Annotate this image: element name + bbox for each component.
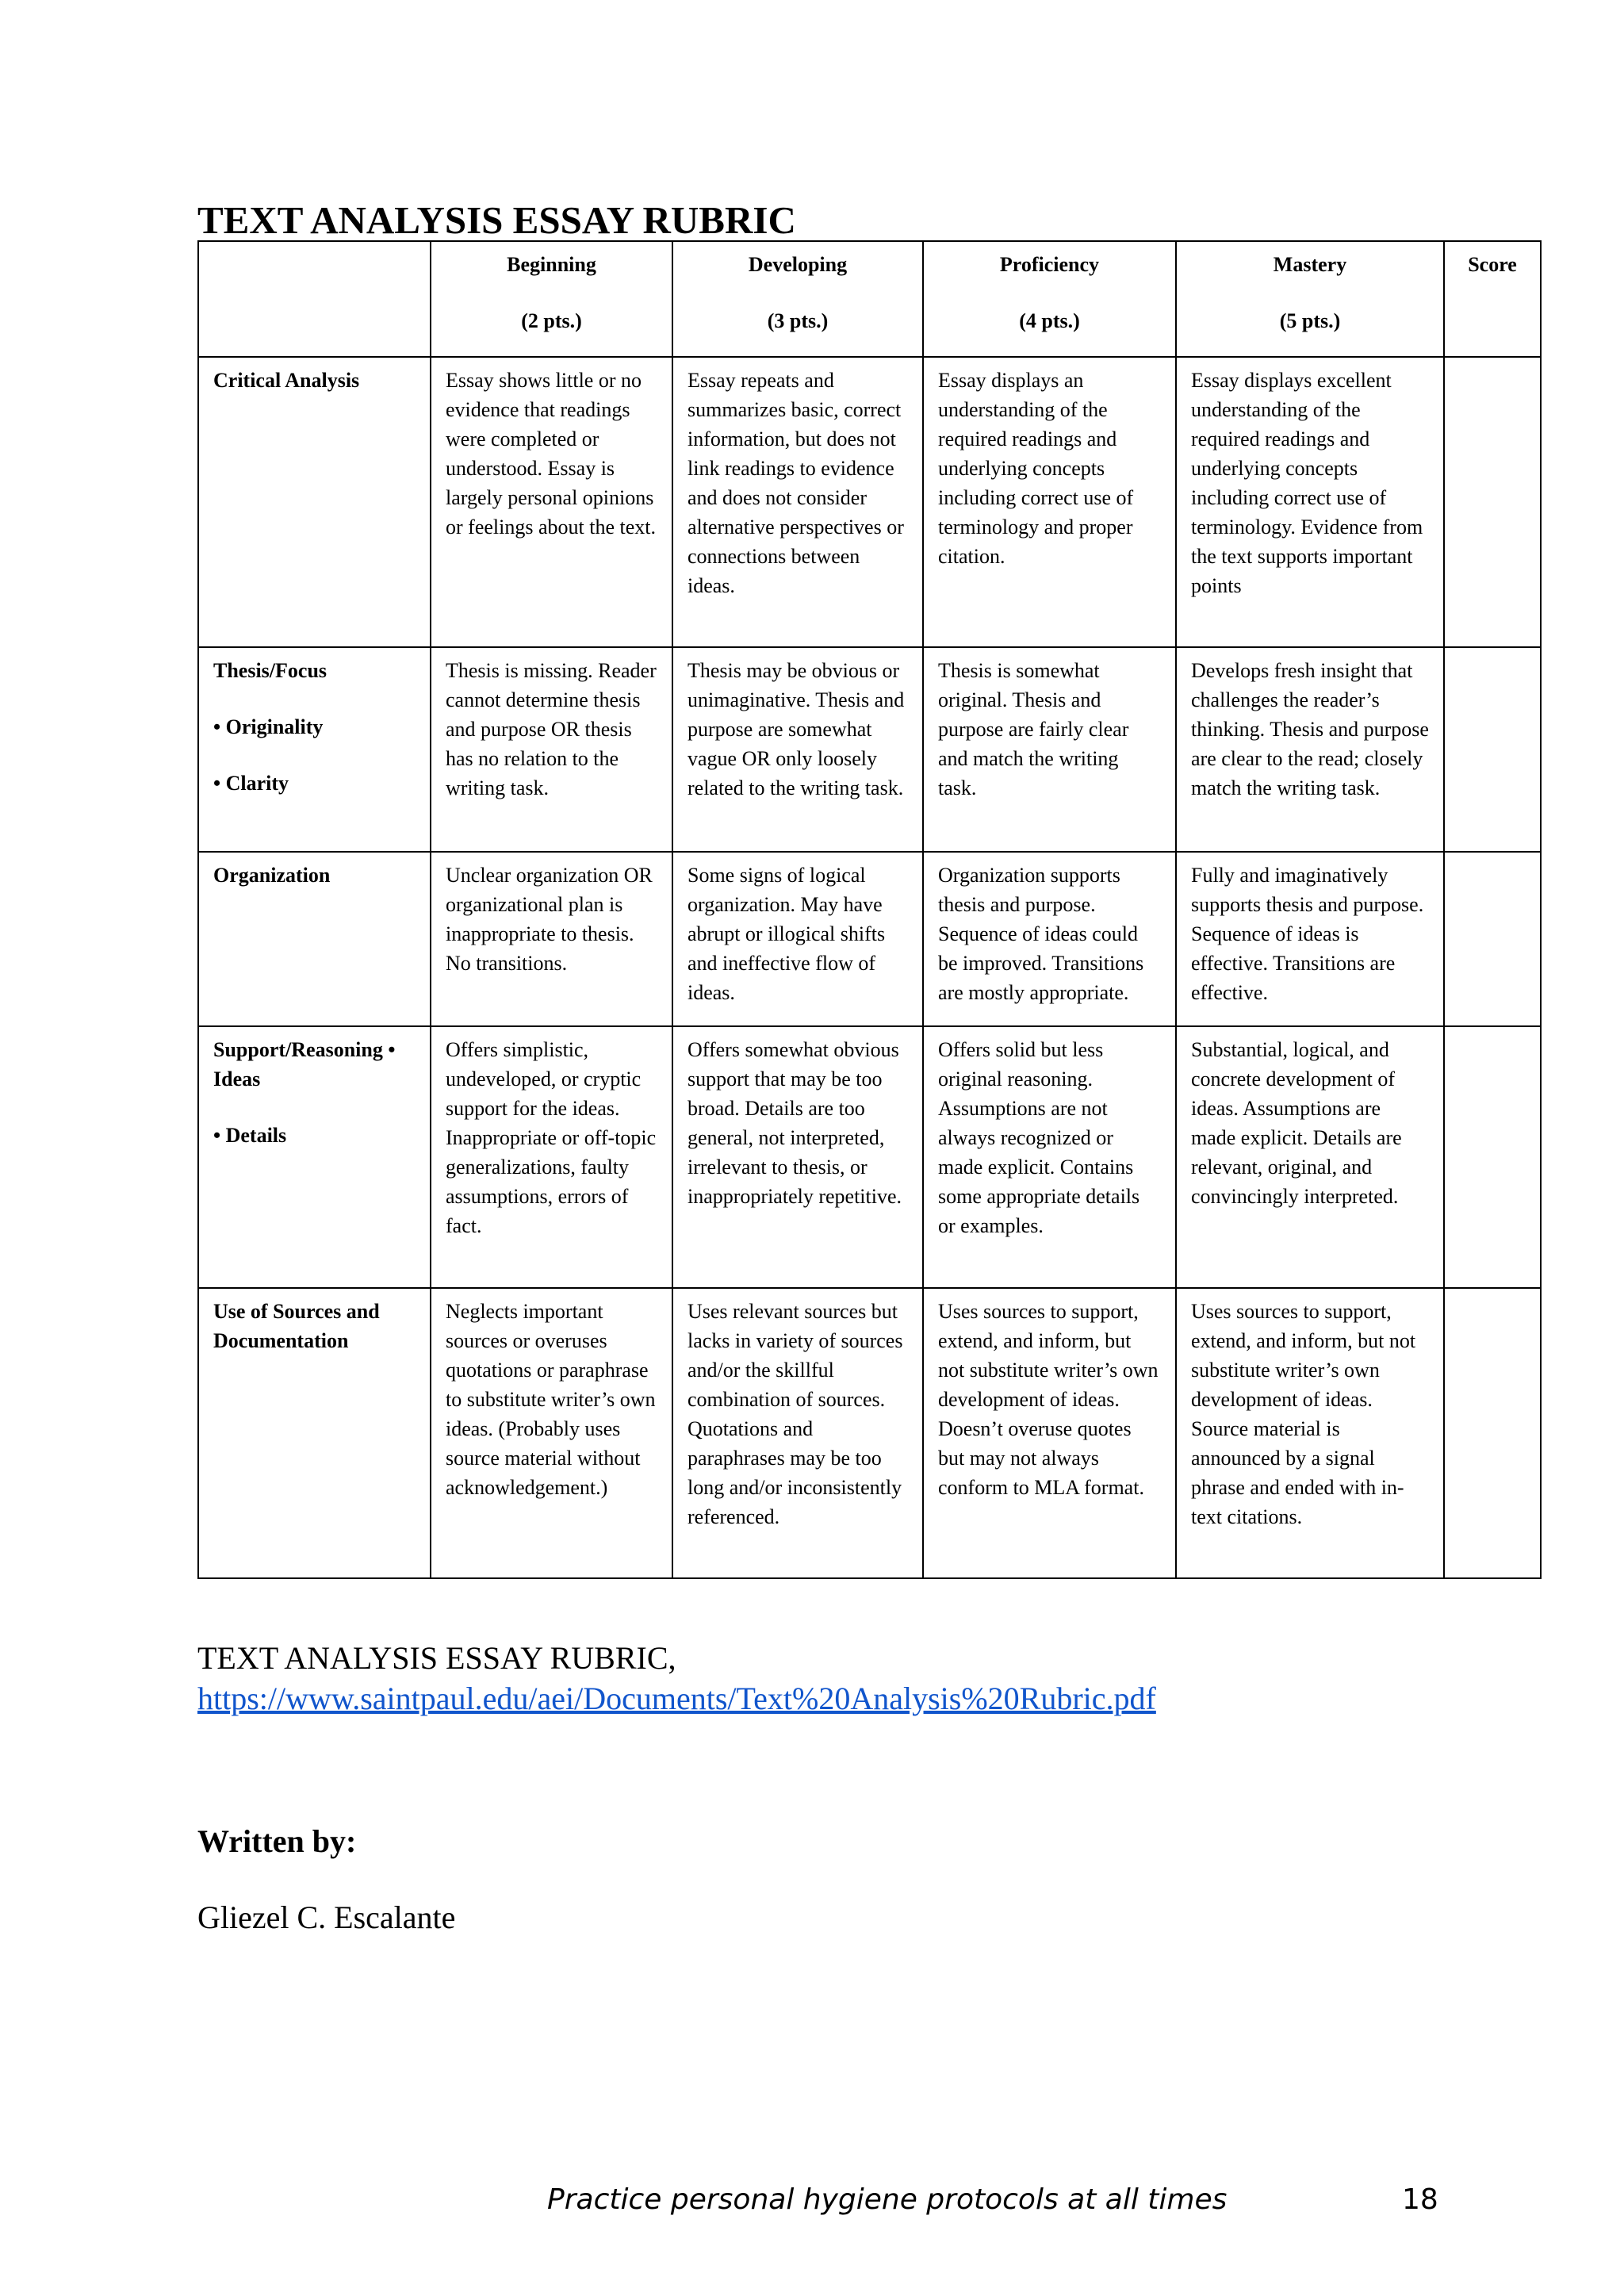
mastery-cell: Develops fresh insight that challenges the reader’s thinking. Thesis and purpose are clear to the read; closely match the writing task. (1176, 647, 1444, 852)
criterion-subitem: • Details (213, 1124, 287, 1147)
table-header-row (198, 241, 1541, 357)
table-row (198, 1026, 1541, 1288)
column-name: Developing (748, 253, 848, 276)
table-row (198, 852, 1541, 1026)
criterion-cell (198, 357, 431, 647)
column-points: (3 pts.) (767, 309, 829, 332)
criterion-subitem: • Clarity (213, 772, 289, 795)
proficiency-cell: Essay displays an understanding of the required readings and underlying concepts including correct use of terminology and proper citation. (923, 357, 1176, 647)
criterion-label: Thesis/Focus (213, 659, 327, 682)
mastery-cell: Fully and imaginatively supports thesis and purpose. Sequence of ideas is effective. Transitions are effective. (1176, 852, 1444, 1026)
rubric-table (197, 240, 1542, 1579)
developing-cell: Uses relevant sources but lacks in variety of sources and/or the skillful combination of sources. Quotations and paraphrases may be too long and/or inconsistently referenced. (672, 1288, 923, 1578)
proficiency-cell: Organization supports thesis and purpose. Sequence of ideas could be improved. Transitions are mostly appropriate. (923, 852, 1176, 1026)
score-cell (1444, 852, 1541, 1026)
developing-cell: Offers somewhat obvious support that may be too broad. Details are too general, not interpreted, irrelevant to thesis, or inappropriately repetitive. (672, 1026, 923, 1288)
column-name: Score (1468, 253, 1517, 276)
column-points: (2 pts.) (521, 309, 582, 332)
column-name: Beginning (507, 253, 596, 276)
mastery-cell: Essay displays excellent understanding of the required readings and underlying concepts including correct use of terminology. Evidence from the text supports important points (1176, 357, 1444, 647)
table-row (198, 647, 1541, 852)
score-cell (1444, 357, 1541, 647)
criterion-label: Use of Sources and Documentation (213, 1300, 380, 1352)
column-name: Proficiency (999, 253, 1100, 276)
proficiency-cell: Thesis is somewhat original. Thesis and purpose are fairly clear and match the writing task. (923, 647, 1176, 852)
column-points: (4 pts.) (1019, 309, 1080, 332)
table-row (198, 357, 1541, 647)
score-cell (1444, 647, 1541, 852)
beginning-cell: Unclear organization OR organizational plan is inappropriate to thesis. No transitions. (431, 852, 672, 1026)
score-cell (1444, 1288, 1541, 1578)
header-cell-developing (672, 241, 923, 357)
criterion-cell (198, 1288, 431, 1578)
header-cell-beginning (431, 241, 672, 357)
developing-cell: Essay repeats and summarizes basic, correct information, but does not link readings to evidence and does not consider alternative perspectives or connections between ideas. (672, 357, 923, 647)
proficiency-cell: Offers solid but less original reasoning. Assumptions are not always recognized or made explicit. Contains some appropriate details or examples. (923, 1026, 1176, 1288)
criterion-label: Organization (213, 864, 331, 887)
beginning-cell: Essay shows little or no evidence that readings were completed or understood. Essay is largely personal opinions or feelings about the text. (431, 357, 672, 647)
mastery-cell: Substantial, logical, and concrete development of ideas. Assumptions are made explicit. Details are relevant, original, and convincingly interpreted. (1176, 1026, 1444, 1288)
beginning-cell: Offers simplistic, undeveloped, or cryptic support for the ideas. Inappropriate or off-topic generalizations, faulty assumptions, errors of fact. (431, 1026, 672, 1288)
developing-cell: Some signs of logical organization. May have abrupt or illogical shifts and ineffective flow of ideas. (672, 852, 923, 1026)
developing-cell: Thesis may be obvious or unimaginative. Thesis and purpose are somewhat vague OR only loosely related to the writing task. (672, 647, 923, 852)
table-row (198, 1288, 1541, 1578)
criterion-label: Critical Analysis (213, 369, 360, 392)
written-by-label: Written by: (197, 1823, 357, 1859)
beginning-cell: Thesis is missing. Reader cannot determine thesis and purpose OR thesis has no relation to the writing task. (431, 647, 672, 852)
page-title: TEXT ANALYSIS ESSAY RUBRIC (197, 198, 796, 242)
criterion-cell (198, 852, 431, 1026)
page-number: 18 (1402, 2183, 1438, 2216)
column-name: Mastery (1273, 253, 1347, 276)
header-cell-proficiency (923, 241, 1176, 357)
criterion-cell (198, 647, 431, 852)
beginning-cell: Neglects important sources or overuses quotations or paraphrase to substitute writer’s own ideas. (Probably uses source material without acknowledgement.) (431, 1288, 672, 1578)
header-cell-mastery (1176, 241, 1444, 357)
proficiency-cell: Uses sources to support, extend, and inform, but not substitute writer’s own development of ideas. Doesn’t overuse quotes but may not always conform to MLA format. (923, 1288, 1176, 1578)
mastery-cell: Uses sources to support, extend, and inform, but not substitute writer’s own development of ideas. Source material is announced by a signal phrase and ended with in-text citations. (1176, 1288, 1444, 1578)
header-cell-score (1444, 241, 1541, 357)
score-cell (1444, 1026, 1541, 1288)
reference-label: TEXT ANALYSIS ESSAY RUBRIC, (197, 1640, 676, 1676)
footer-text: Practice personal hygiene protocols at all times (547, 2183, 1228, 2216)
author-name: Gliezel C. Escalante (197, 1899, 456, 1935)
reference-link[interactable]: https://www.saintpaul.edu/aei/Documents/Text%20Analysis%20Rubric.pdf (197, 1681, 1156, 1716)
criterion-label: Support/Reasoning • Ideas (213, 1038, 396, 1091)
column-points: (5 pts.) (1279, 309, 1341, 332)
criterion-cell (198, 1026, 431, 1288)
criterion-subitem: • Originality (213, 715, 324, 738)
header-cell-criteria (198, 241, 431, 357)
